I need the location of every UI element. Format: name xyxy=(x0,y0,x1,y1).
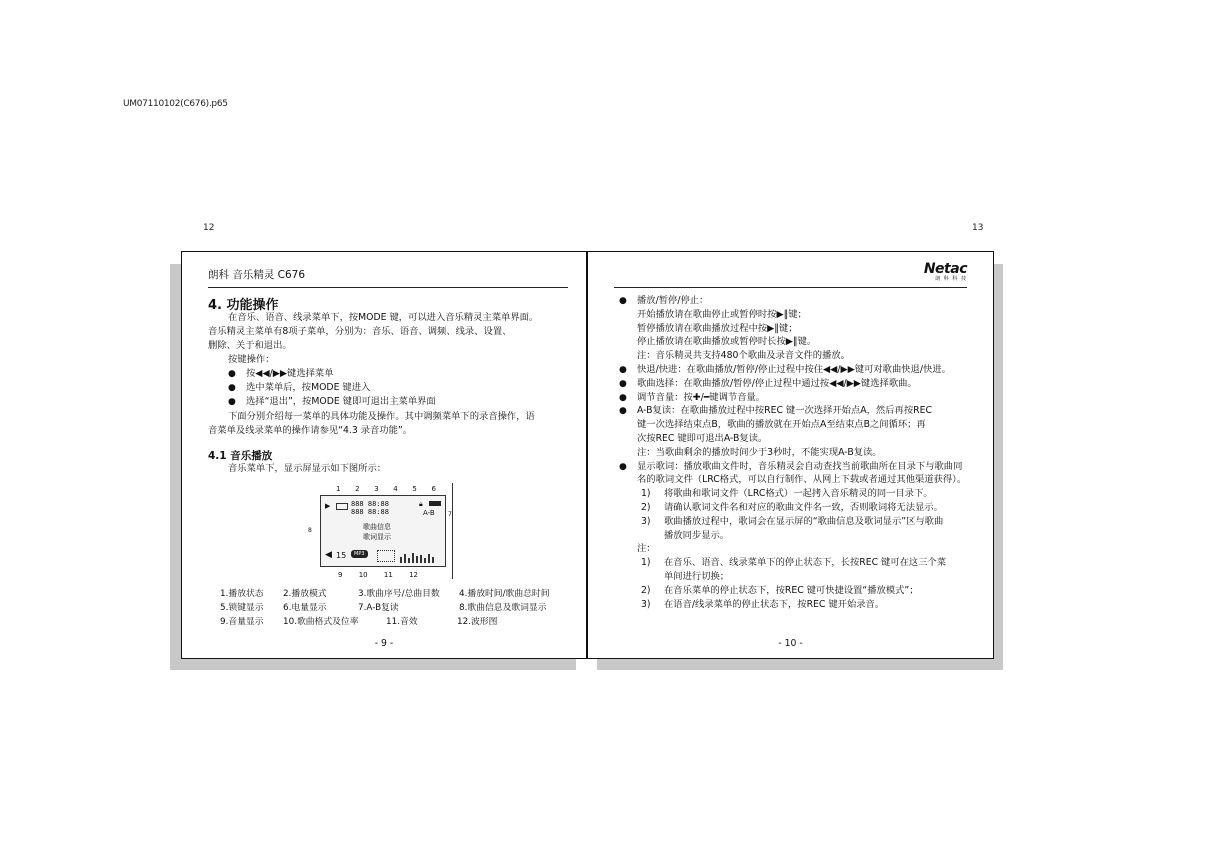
list-item: 歌曲播放过程中，歌词会在显示屏的“歌曲信息及歌词显示”区与歌曲 xyxy=(664,515,944,527)
callout-number: 4 xyxy=(393,485,398,493)
list-item: 键一次选择结束点B，歌曲的播放就在开始点A至结束点B之间循环；再 xyxy=(637,419,926,431)
bullet-icon: ● xyxy=(228,369,236,379)
legend-item: 6.电量显示 xyxy=(283,603,327,613)
callout-number: 10 xyxy=(358,571,368,579)
list-item: 显示歌词：播放歌曲文件时，音乐精灵会自动查找当前歌曲所在目录下与歌曲同 xyxy=(637,460,963,472)
callout-number: 11 xyxy=(383,571,393,579)
eq-icon xyxy=(377,550,395,562)
legend-item: 12.波形图 xyxy=(457,617,498,627)
callout-number: 2 xyxy=(355,485,360,493)
logo-wordmark: Netac xyxy=(923,261,967,277)
callout-number: 5 xyxy=(412,485,417,493)
list-item: 注： xyxy=(637,543,656,555)
list-item: 注：当歌曲剩余的播放时间少于3秒时，不能实现A-B复读。 xyxy=(637,446,882,458)
callout-number: 12 xyxy=(409,571,418,579)
subsection-intro: 音乐菜单下，显示屏显示如下图所示： xyxy=(228,463,387,474)
left-page xyxy=(181,251,587,659)
bullet-icon: ● xyxy=(619,296,627,306)
legend-item: 4.播放时间/歌曲总时间 xyxy=(459,589,550,599)
desc-line: 下面分别介绍每一菜单的具体功能及操作。其中调频菜单下的录音操作，语 xyxy=(228,411,535,422)
list-item: 在音乐、语音、线录菜单下的停止状态下，长按REC 键可在这三个菜 xyxy=(664,557,947,569)
list-item: 快退/快进：在歌曲播放/暂停/停止过程中按住◀◀/▶▶键可对歌曲快退/快进。 xyxy=(637,364,951,375)
page-header: 朗科 音乐精灵 C676 xyxy=(208,269,306,281)
legend-item: 9.音量显示 xyxy=(220,617,264,627)
callout-number: 7 xyxy=(448,511,452,518)
lcd-time-row: 888 88:88 xyxy=(351,508,389,516)
list-number: 1) xyxy=(641,557,651,569)
list-item: 请确认歌词文件名和对应的歌曲文件名一致，否则歌词将无法显示。 xyxy=(664,502,943,513)
lock-icon: 🔒︎ xyxy=(419,500,423,508)
bullet-icon: ● xyxy=(228,383,236,393)
battery-icon xyxy=(429,501,441,506)
play-mode-icon xyxy=(336,503,348,510)
lcd-volume: 15 xyxy=(336,551,347,560)
intro-line: 音乐精灵主菜单有8项子菜单，分别为：音乐、语音、调频、线录、设置、 xyxy=(208,326,512,337)
list-number: 3) xyxy=(641,515,651,527)
legend-item: 11.音效 xyxy=(386,617,418,627)
list-number: 3) xyxy=(641,598,651,610)
callout-number: 8 xyxy=(308,527,312,534)
legend-item: 7.A-B复读 xyxy=(358,603,399,613)
logo-subtitle: 朗 科 科 技 xyxy=(935,276,967,282)
list-item: 在音乐菜单的停止状态下，按REC 键可快捷设置“播放模式”； xyxy=(664,584,919,596)
list-item: 暂停播放请在歌曲播放过程中按▶‖键； xyxy=(637,322,798,334)
list-item: 歌曲选择：在歌曲播放/暂停/停止过程中通过按◀◀/▶▶键选择歌曲。 xyxy=(637,377,917,389)
figure-edge-line xyxy=(452,483,453,579)
list-item: 播放/暂停/停止： xyxy=(637,295,709,306)
legend-item: 5.锁键显示 xyxy=(220,603,264,613)
list-item: 将歌曲和歌词文件（LRC格式）一起拷入音乐精灵的同一目录下。 xyxy=(664,488,933,500)
page-footer: - 10 - xyxy=(778,638,803,649)
bullet-icon: ● xyxy=(619,461,627,472)
key-op-item: 选择“退出”，按MODE 键即可退出主菜单界面 xyxy=(246,396,436,407)
list-item: 次按REC 键即可退出A-B复读。 xyxy=(637,433,768,444)
callout-number: 9 xyxy=(338,571,343,579)
lcd-figure xyxy=(308,483,460,583)
list-number: 2) xyxy=(641,584,651,596)
lcd-ab-label: A-B xyxy=(423,509,435,517)
netac-logo xyxy=(924,262,967,282)
figure-bottom-numbers xyxy=(338,571,418,579)
list-item: 在语音/线录菜单的停止状态下，按REC 键开始录音。 xyxy=(664,598,885,610)
lcd-format-badge: MP3 xyxy=(351,550,368,558)
page-footer: - 9 - xyxy=(374,638,394,649)
lcd-song-info: 歌曲信息 xyxy=(363,523,391,531)
desc-line: 音菜单及线录菜单的操作请参见“4.3 录音功能”。 xyxy=(208,425,413,436)
list-item: 播放同步显示。 xyxy=(664,529,730,541)
lcd-counter-row: 888 88:88 xyxy=(351,500,389,508)
list-item: 名的歌词文件（LRC格式，可以自行制作、从网上下载或者通过其他渠道获得）。 xyxy=(637,474,967,486)
list-number: 1) xyxy=(641,488,651,500)
key-op-item: 选中菜单后，按MODE 键进入 xyxy=(246,382,371,393)
subsection-title: 4.1 音乐播放 xyxy=(208,450,273,462)
legend-item: 3.歌曲序号/总曲目数 xyxy=(358,589,440,599)
right-page xyxy=(587,251,994,659)
list-item: 调节音量：按✚/━键调节音量。 xyxy=(637,391,766,403)
right-page-number: 13 xyxy=(972,223,984,233)
play-state-icon: ▶ xyxy=(325,502,331,510)
bullet-icon: ● xyxy=(228,397,236,407)
key-op-item: 按◀◀/▶▶键选择菜单 xyxy=(246,368,334,379)
list-item: 开始播放请在歌曲停止或暂停时按▶‖键； xyxy=(637,308,807,320)
lcd-lyrics: 歌词显示 xyxy=(363,533,391,541)
speaker-icon: ◀ xyxy=(325,550,332,560)
key-ops-label: 按键操作： xyxy=(228,354,275,365)
legend-item: 1.播放状态 xyxy=(220,589,264,599)
intro-line: 删除、关于和退出。 xyxy=(208,340,292,351)
list-item: 注：音乐精灵共支持480个歌曲及录音文件的播放。 xyxy=(637,350,850,362)
list-item: A-B复读：在歌曲播放过程中按REC 键一次选择开始点A，然后再按REC xyxy=(637,405,932,417)
legend-item: 8.歌曲信息及歌词显示 xyxy=(459,603,547,613)
lcd-screen xyxy=(320,495,446,567)
figure-top-numbers xyxy=(336,485,436,493)
legend-item: 2.播放模式 xyxy=(283,589,327,599)
bullet-icon: ● xyxy=(619,378,627,389)
header-rule xyxy=(208,287,568,288)
section-title: 4. 功能操作 xyxy=(208,298,279,313)
callout-number: 1 xyxy=(336,485,341,493)
list-item: 停止播放请在歌曲播放或暂停时长按▶‖键。 xyxy=(637,336,817,348)
bullet-icon: ● xyxy=(619,406,627,417)
header-rule xyxy=(614,287,967,288)
bullet-icon: ● xyxy=(619,365,627,375)
legend-item: 10.歌曲格式及位率 xyxy=(283,617,359,627)
callout-number: 6 xyxy=(431,485,436,493)
file-name: UM07110102(C676).p65 xyxy=(123,99,228,109)
bullet-icon: ● xyxy=(619,392,627,403)
waveform-icon xyxy=(399,548,439,560)
intro-line: 在音乐、语音、线录菜单下，按MODE 键，可以进入音乐精灵主菜单界面。 xyxy=(228,312,539,323)
list-item: 单间进行切换； xyxy=(664,571,730,582)
callout-number: 3 xyxy=(374,485,379,493)
list-number: 2) xyxy=(641,502,651,513)
left-page-number: 12 xyxy=(203,223,215,233)
